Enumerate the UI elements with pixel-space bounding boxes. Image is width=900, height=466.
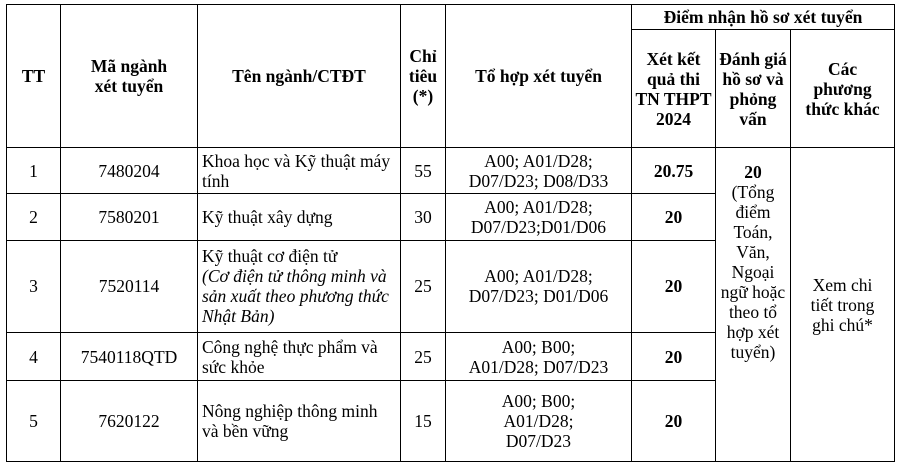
row-ma: 7520114 — [61, 240, 198, 333]
row-thpt: 20 — [632, 194, 716, 240]
row-tt: 4 — [7, 333, 61, 381]
row-chi-tieu: 25 — [401, 333, 446, 381]
row-chi-tieu: 30 — [401, 194, 446, 240]
row-tt: 3 — [7, 240, 61, 333]
row-ma: 7580201 — [61, 194, 198, 240]
row-tt: 2 — [7, 194, 61, 240]
danh-gia-cell — [716, 148, 791, 462]
header-tt: TT — [7, 5, 61, 148]
row-ten: Kỹ thuật xây dựng — [198, 194, 401, 240]
row-chi-tieu: 15 — [401, 381, 446, 462]
danh-gia-note: (Tổng điểm Toán, Văn, Ngoại ngữ hoặc theo tổ hợp xét tuyển) — [720, 182, 786, 362]
header-ma-nganh: Mã ngành xét tuyển — [61, 5, 198, 148]
khac-note: Xem chi tiết trong ghi chú* — [791, 148, 895, 462]
header-to-hop: Tổ hợp xét tuyển — [446, 5, 632, 148]
header-ten-nganh: Tên ngành/CTĐT — [198, 5, 401, 148]
row-ten-note: (Cơ điện tử thông minh và sản xuất theo phương thức Nhật Bản) — [202, 266, 389, 327]
row-chi-tieu: 25 — [401, 240, 446, 333]
header-thpt: Xét kết quả thi TN THPT 2024 — [632, 30, 716, 148]
header-diem-group: Điểm nhận hồ sơ xét tuyển — [632, 5, 895, 30]
row-ten: Công nghệ thực phẩm và sức khỏe — [198, 333, 401, 381]
row-to-hop: A00; A01/D28; D07/D23; D08/D33 — [446, 148, 632, 194]
row-thpt: 20 — [632, 381, 716, 462]
row-thpt: 20 — [632, 240, 716, 333]
row-ma: 7480204 — [61, 148, 198, 194]
admission-table — [6, 4, 895, 462]
header-danh-gia: Đánh giá hồ sơ và phỏng vấn — [716, 30, 791, 148]
row-chi-tieu: 55 — [401, 148, 446, 194]
header-chi-tieu: Chỉ tiêu (*) — [401, 5, 446, 148]
row-ma: 7540118QTD — [61, 333, 198, 381]
row-thpt: 20 — [632, 333, 716, 381]
row-ma: 7620122 — [61, 381, 198, 462]
header-khac: Các phương thức khác — [791, 30, 895, 148]
row-ten: Nông nghiệp thông minh và bền vững — [198, 381, 401, 462]
table-row — [7, 148, 895, 194]
row-to-hop: A00; A01/D28; D07/D23; D01/D06 — [446, 240, 632, 333]
row-thpt: 20.75 — [632, 148, 716, 194]
danh-gia-value: 20 — [744, 162, 762, 182]
row-to-hop: A00; B00; A01/D28; D07/D23 — [446, 333, 632, 381]
row-ten: Khoa học và Kỹ thuật máy tính — [198, 148, 401, 194]
row-tt: 1 — [7, 148, 61, 194]
row-to-hop: A00; A01/D28; D07/D23;D01/D06 — [446, 194, 632, 240]
row-ten: Kỹ thuật cơ điện tử — [202, 246, 338, 267]
row-ten-cell — [198, 240, 401, 333]
row-to-hop: A00; B00; A01/D28; D07/D23 — [446, 381, 632, 462]
row-tt: 5 — [7, 381, 61, 462]
